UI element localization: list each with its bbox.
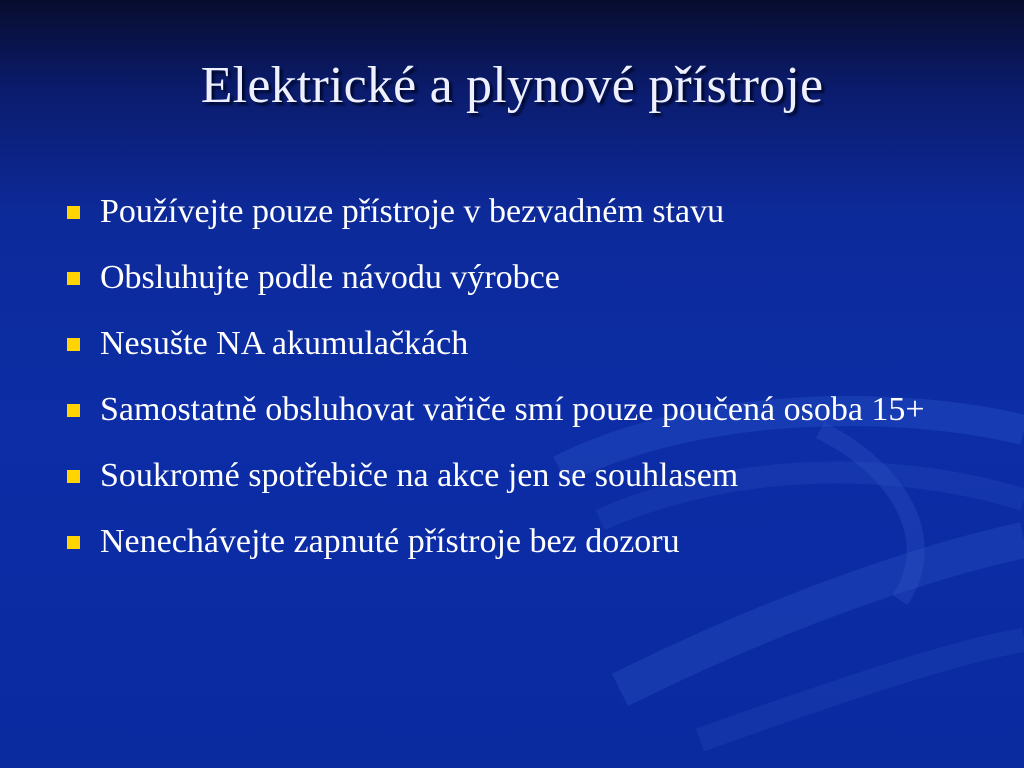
bullet-text: Soukromé spotřebiče na akce jen se souhlasem bbox=[100, 457, 739, 494]
bullet-text: Nesušte NA akumulačkách bbox=[100, 325, 469, 362]
bullet-item bbox=[64, 318, 984, 369]
square-bullet-icon bbox=[67, 404, 80, 417]
bullet-item bbox=[64, 516, 984, 567]
bullet-item bbox=[64, 384, 984, 435]
square-bullet-icon bbox=[67, 338, 80, 351]
bullet-text: Používejte pouze přístroje v bezvadném stavu bbox=[100, 193, 725, 230]
bullet-item bbox=[64, 450, 984, 501]
bullet-list bbox=[64, 186, 984, 582]
square-bullet-icon bbox=[67, 272, 80, 285]
bullet-item bbox=[64, 252, 984, 303]
bullet-text: Obsluhujte podle návodu výrobce bbox=[100, 259, 560, 296]
square-bullet-icon bbox=[67, 470, 80, 483]
square-bullet-icon bbox=[67, 206, 80, 219]
bullet-text: Nenechávejte zapnuté přístroje bez dozoru bbox=[100, 523, 680, 560]
square-bullet-icon bbox=[67, 536, 80, 549]
slide-title: Elektrické a plynové přístroje bbox=[200, 57, 824, 114]
bullet-item bbox=[64, 186, 984, 237]
bullet-text: Samostatně obsluhovat vařiče smí pouze poučená osoba 15+ bbox=[100, 391, 925, 428]
